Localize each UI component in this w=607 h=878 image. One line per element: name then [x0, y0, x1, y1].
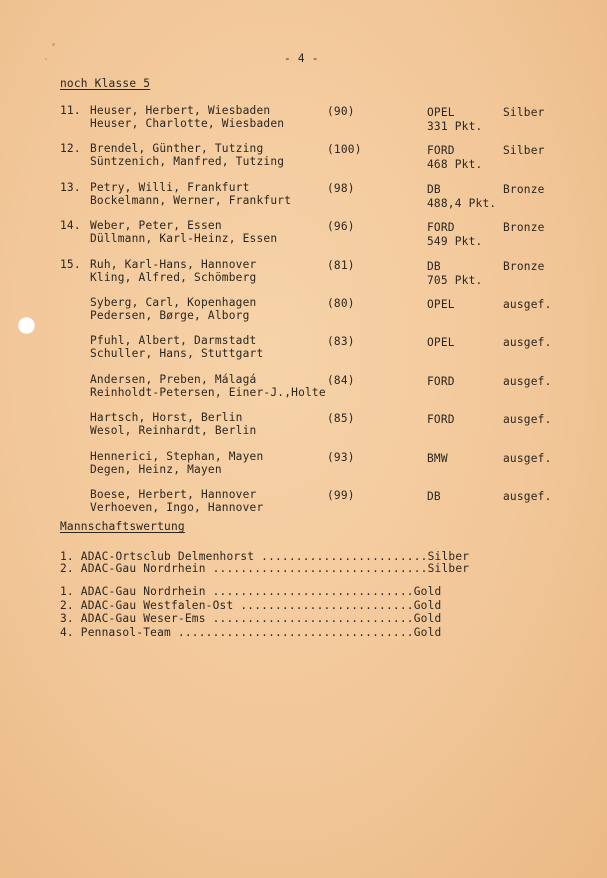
entry-start-number: (84): [327, 374, 355, 387]
entry-driver: Pfuhl, Albert, Darmstadt: [90, 334, 257, 347]
team-ranking-line: 4. Pennasol-Team ..................................Gold: [60, 625, 442, 639]
paper-speck: [45, 58, 47, 60]
entry-driver: Petry, Willi, Frankfurt: [90, 181, 250, 194]
entry-codriver: Reinholdt-Petersen, Einer-J.,Holte: [90, 386, 326, 399]
entry-award: Silber: [503, 106, 545, 119]
entry-car-make: DB: [427, 183, 441, 196]
entry-points: 549 Pkt.: [427, 235, 483, 248]
entry-award: Bronze: [503, 221, 545, 234]
entry-codriver: Bockelmann, Werner, Frankfurt: [90, 194, 292, 207]
entry-points: 331 Pkt.: [427, 120, 483, 133]
team-ranking-line: 1. ADAC-Gau Nordrhein .............................Gold: [60, 585, 442, 598]
entry-codriver: Verhoeven, Ingo, Hannover: [90, 501, 264, 514]
entry-car-make: OPEL: [427, 106, 455, 119]
entry-driver: Hennerici, Stephan, Mayen: [90, 450, 264, 463]
entry-start-number: (81): [327, 259, 355, 272]
entry-start-number: (93): [327, 451, 355, 464]
page-number: - 4 -: [284, 52, 319, 65]
paper-speck: [52, 43, 55, 46]
entry-car-make: BMW: [427, 452, 448, 465]
team-ranking-line: 2. ADAC-Gau Nordrhein ...............................Silber: [60, 561, 470, 575]
entry-award: Silber: [503, 144, 545, 157]
entry-points: 468 Pkt.: [427, 158, 483, 171]
entry-start-number: (99): [327, 489, 355, 502]
entry-driver: Andersen, Preben, Málagá: [90, 373, 257, 386]
team-heading: Mannschaftswertung: [60, 520, 185, 533]
entry-rank: 15.: [60, 258, 81, 271]
entry-codriver: Düllmann, Karl-Heinz, Essen: [90, 232, 278, 245]
team-ranking-line: 3. ADAC-Gau Weser-Ems .............................Gold: [60, 612, 442, 625]
entry-driver: Ruh, Karl-Hans, Hannover: [90, 258, 257, 271]
entry-driver: Weber, Peter, Essen: [90, 219, 222, 232]
entry-award: Bronze: [503, 183, 545, 196]
entry-start-number: (90): [327, 105, 355, 118]
entry-award: ausgef.: [503, 375, 552, 388]
entry-award: ausgef.: [503, 336, 552, 349]
entry-award: ausgef.: [503, 490, 552, 503]
punch-hole: [18, 317, 35, 334]
entry-car-make: FORD: [427, 375, 455, 388]
entry-codriver: Süntzenich, Manfred, Tutzing: [90, 155, 285, 168]
entry-car-make: OPEL: [427, 298, 455, 311]
team-ranking-line: 2. ADAC-Gau Westfalen-Ost .........................Gold: [60, 598, 442, 612]
entry-driver: Boese, Herbert, Hannover: [90, 488, 257, 501]
entry-rank: 12.: [60, 142, 81, 155]
entry-rank: 11.: [60, 104, 81, 117]
entry-codriver: Kling, Alfred, Schömberg: [90, 271, 257, 284]
entry-start-number: (83): [327, 335, 355, 348]
entry-car-make: DB: [427, 490, 441, 503]
entry-start-number: (100): [327, 143, 362, 156]
entry-driver: Hartsch, Horst, Berlin: [90, 411, 243, 424]
entry-driver: Heuser, Herbert, Wiesbaden: [90, 104, 271, 117]
entry-start-number: (96): [327, 220, 355, 233]
entry-codriver: Pedersen, Børge, Alborg: [90, 309, 250, 322]
entry-award: ausgef.: [503, 452, 552, 465]
team-ranking-line: 1. ADAC-Ortsclub Delmenhorst ........................Silber: [60, 550, 470, 563]
entry-car-make: DB: [427, 260, 441, 273]
entry-codriver: Degen, Heinz, Mayen: [90, 463, 222, 476]
entry-start-number: (98): [327, 182, 355, 195]
entry-car-make: FORD: [427, 144, 455, 157]
entry-rank: 14.: [60, 219, 81, 232]
section-heading: noch Klasse 5: [60, 77, 151, 90]
entry-driver: Syberg, Carl, Kopenhagen: [90, 296, 257, 309]
entry-points: 705 Pkt.: [427, 274, 483, 287]
entry-car-make: FORD: [427, 413, 455, 426]
entry-award: ausgef.: [503, 413, 552, 426]
entry-points: 488,4 Pkt.: [427, 197, 497, 210]
entry-car-make: OPEL: [427, 336, 455, 349]
entry-award: ausgef.: [503, 298, 552, 311]
entry-codriver: Schuller, Hans, Stuttgart: [90, 347, 264, 360]
entry-start-number: (85): [327, 412, 355, 425]
entry-driver: Brendel, Günther, Tutzing: [90, 142, 264, 155]
entry-codriver: Heuser, Charlotte, Wiesbaden: [90, 117, 285, 130]
entry-car-make: FORD: [427, 221, 455, 234]
entry-start-number: (80): [327, 297, 355, 310]
entry-award: Bronze: [503, 260, 545, 273]
entry-rank: 13.: [60, 181, 81, 194]
entry-codriver: Wesol, Reinhardt, Berlin: [90, 424, 257, 437]
